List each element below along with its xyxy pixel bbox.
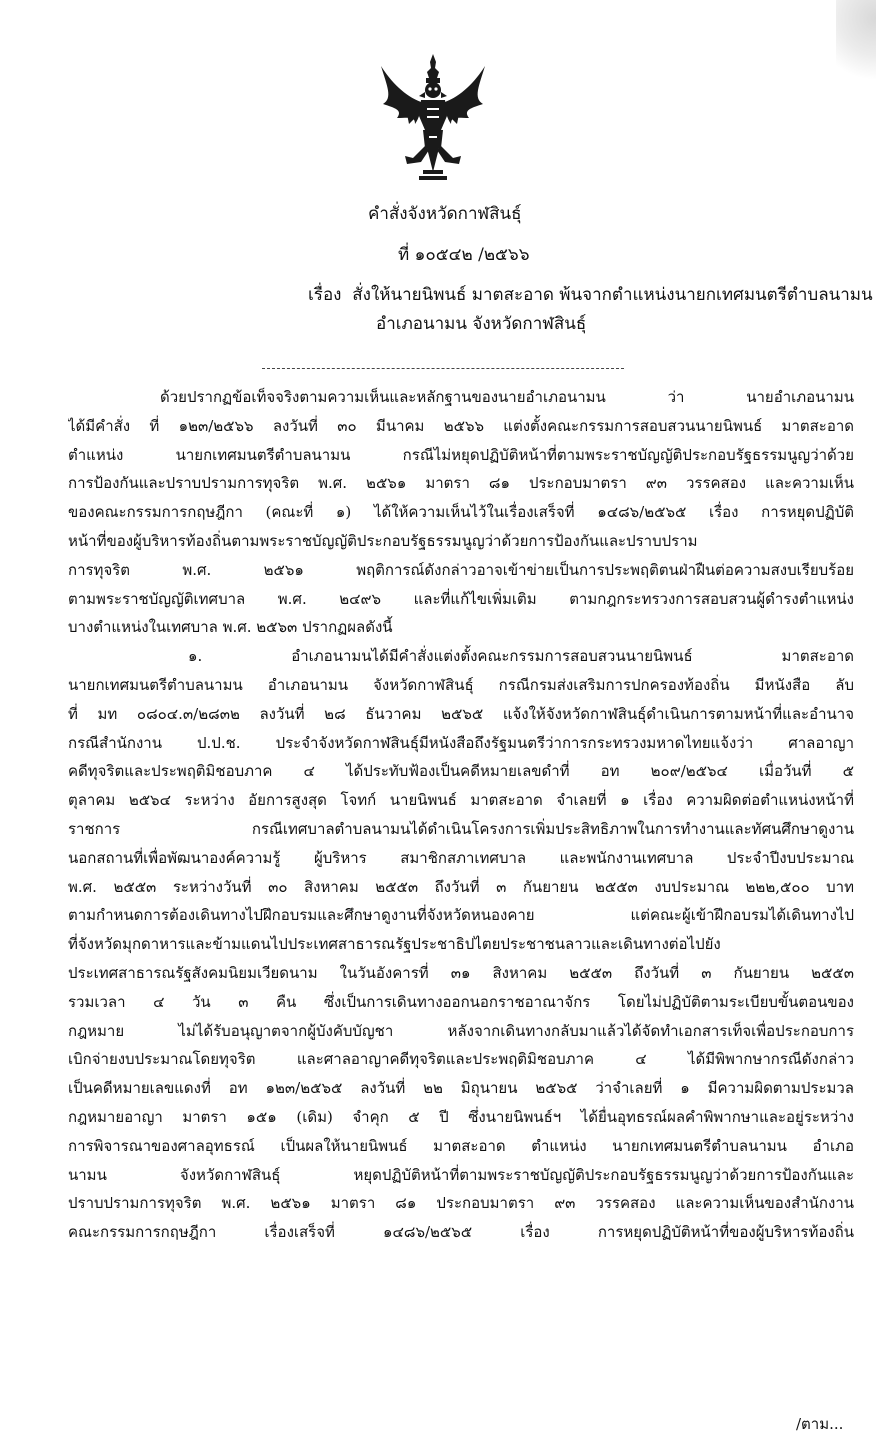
body-line: ตำแหน่ง นายกเทศมนตรีตำบลนามน กรณีไม่หยุดปฏิบัติหน้าที่ตามพระราชบัญญัติประกอบรัฐธรรมนูญว่าด้วย (68, 446, 854, 464)
body-line: นายกเทศมนตรีตำบลนามน อำเภอนามน จังหวัดกาฬสินธุ์ กรณีกรมส่งเสริมการปกครองท้องถิ่น มีหนังสือ ลับ (68, 676, 854, 694)
body-line: หน้าที่ของผู้บริหารท้องถิ่นตามพระราชบัญญัติประกอบรัฐธรรมนูญว่าด้วยการป้องกันและปราบปราม (68, 532, 698, 550)
body-line: นอกสถานที่เพื่อพัฒนาองค์ความรู้ ผู้บริหาร สมาชิกสภาเทศบาล และพนักงานเทศบาล ประจำปีงบประมาณ (68, 849, 854, 867)
divider-line (262, 368, 624, 369)
order-number: ที่ ๑๐๕๔๒ /๒๕๖๖ (398, 245, 530, 265)
body-line: รวมเวลา ๔ วัน ๓ คืน ซึ่งเป็นการเดินทางออกนอกราชอาณาจักร โดยไม่ปฏิบัติตามระเบียบขั้นตอนของ (68, 993, 854, 1011)
scan-shadow (836, 0, 876, 90)
body-line: กฎหมาย ไม่ได้รับอนุญาตจากผู้บังคับบัญชา หลังจากเดินทางกลับมาแล้วได้จัดทำเอกสารเท็จเพื่อประกอบการ (68, 1022, 854, 1040)
body-line: ที่จังหวัดมุกดาหารและข้ามแดนไปประเทศสาธารณรัฐประชาธิปไตยประชาชนลาวและเดินทางต่อไปยัง (68, 935, 721, 953)
body-line: ตามกำหนดการต้องเดินทางไปฝึกอบรมและศึกษาดูงานที่จังหวัดหนองคาย แต่คณะผู้เข้าฝึกอบรมได้เดินทางไป (68, 906, 854, 924)
body-line: กรณีสำนักงาน ป.ป.ช. ประจำจังหวัดกาฬสินธุ์มีหนังสือถึงรัฐมนตรีว่าการกระทรวงมหาดไทยแจ้งว่า ศาลอาญา (68, 734, 854, 752)
garuda-emblem-icon (375, 52, 491, 184)
body-line: การทุจริต พ.ศ. ๒๕๖๑ พฤติการณ์ดังกล่าวอาจเข้าข่ายเป็นการประพฤติตนฝ่าฝืนต่อความสงบเรียบร้อย (68, 561, 854, 579)
subject-line (308, 283, 873, 307)
body-line: พ.ศ. ๒๕๕๓ ระหว่างวันที่ ๓๐ สิงหาคม ๒๕๕๓ ถึงวันที่ ๓ กันยายน ๒๕๕๓ งบประมาณ ๒๒๒,๕๐๐ บาท (68, 878, 854, 896)
body-line: ของคณะกรรมการกฤษฎีกา (คณะที่ ๑) ได้ให้ความเห็นไว้ในเรื่องเสร็จที่ ๑๔๘๖/๒๕๖๕ เรื่อง การหยุดปฏิบัติ (68, 503, 854, 521)
body-line: ที่ มท ๐๘๐๔.๓/๒๘๓๒ ลงวันที่ ๒๘ ธันวาคม ๒๕๖๕ แจ้งให้จังหวัดกาฬสินธุ์ดำเนินการตามหน้าที่และอำนาจ (68, 705, 854, 723)
body-line: การป้องกันและปราบปรามการทุจริต พ.ศ. ๒๕๖๑ มาตรา ๘๑ ประกอบมาตรา ๙๓ วรรคสอง และความเห็น (68, 474, 854, 492)
body-line: คดีทุจริตและประพฤติมิชอบภาค ๔ ได้ประทับฟ้องเป็นคดีหมายเลขดำที่ อท ๒๐๙/๒๕๖๔ เมื่อวันที่ ๕ (68, 762, 854, 780)
body-line: ตุลาคม ๒๕๖๔ ระหว่าง อัยการสูงสุด โจทก์ นายนิพนธ์ มาตสะอาด จำเลยที่ ๑ เรื่อง ความผิดต่อตำแหน่งหน้าที่ (68, 791, 854, 809)
body-line: คณะกรรมการกฤษฎีกา เรื่องเสร็จที่ ๑๔๘๖/๒๕๖๕ เรื่อง การหยุดปฏิบัติหน้าที่ของผู้บริหารท้องถิ่น (68, 1223, 854, 1241)
body-line: เบิกจ่ายงบประมาณโดยทุจริต และศาลอาญาคดีทุจริตและประพฤติมิชอบภาค ๔ ได้มีพิพากษากรณีดังกล่าว (68, 1050, 854, 1068)
body-line: นามน จังหวัดกาฬสินธุ์ หยุดปฏิบัติหน้าที่ตามพระราชบัญญัติประกอบรัฐธรรมนูญว่าด้วยการป้องกันและ (68, 1166, 854, 1184)
body-line: กฎหมายอาญา มาตรา ๑๕๑ (เดิม) จำคุก ๕ ปี ซึ่งนายนิพนธ์ฯ ได้ยื่นอุทธรณ์ผลคำพิพากษาและอยู่ระหว่าง (68, 1108, 854, 1126)
body-line: ประเทศสาธารณรัฐสังคมนิยมเวียดนาม ในวันอังคารที่ ๓๑ สิงหาคม ๒๕๕๓ ถึงวันที่ ๓ กันยายน ๒๕๕๓ (68, 964, 854, 982)
continued-marker: /ตาม... (796, 1415, 844, 1433)
body-line: เป็นคดีหมายเลขแดงที่ อท ๑๒๓/๒๕๖๕ ลงวันที่ ๒๒ มิถุนายน ๒๕๖๕ ว่าจำเลยที่ ๑ มีความผิดตามประมวล (68, 1079, 854, 1097)
body-line: การพิจารณาของศาลอุทธรณ์ เป็นผลให้นายนิพนธ์ มาตสะอาด ตำแหน่ง นายกเทศมนตรีตำบลนามน อำเภอ (68, 1137, 854, 1155)
body-line: ราชการ กรณีเทศบาลตำบลนามนได้ดำเนินโครงการเพิ่มประสิทธิภาพในการทำงานและทัศนศึกษาดูงาน (68, 820, 854, 838)
subject-text: สั่งให้นายนิพนธ์ มาตสะอาด พ้นจากตำแหน่งนายกเทศมนตรีตำบลนามน (352, 285, 873, 305)
body-line: ปราบปรามการทุจริต พ.ศ. ๒๕๖๑ มาตรา ๘๑ ประกอบมาตรา ๙๓ วรรคสอง และความเห็นของสำนักงาน (68, 1194, 854, 1212)
body-line: บางตำแหน่งในเทศบาล พ.ศ. ๒๕๖๓ ปรากฏผลดังนี้ (68, 618, 393, 636)
order-title: คำสั่งจังหวัดกาฬสินธุ์ (368, 204, 522, 224)
body-line: ได้มีคำสั่ง ที่ ๑๒๓/๒๕๖๖ ลงวันที่ ๓๐ มีนาคม ๒๕๖๖ แต่งตั้งคณะกรรมการสอบสวนนายนิพนธ์ มาตสะอาด (68, 417, 854, 435)
subject-label: เรื่อง (308, 285, 342, 305)
body-line: ๑. อำเภอนามนได้มีคำสั่งแต่งตั้งคณะกรรมการสอบสวนนายนิพนธ์ มาตสะอาด (188, 647, 854, 665)
subject-text-continued: อำเภอนามน จังหวัดกาฬสินธุ์ (376, 314, 587, 334)
body-line: ด้วยปรากฏข้อเท็จจริงตามความเห็นและหลักฐานของนายอำเภอนามน ว่า นายอำเภอนามน (160, 388, 854, 406)
body-line: ตามพระราชบัญญัติเทศบาล พ.ศ. ๒๔๙๖ และที่แก้ไขเพิ่มเติม ตามกฎกระทรวงการสอบสวนผู้ดำรงตำแหน่ง (68, 590, 854, 608)
